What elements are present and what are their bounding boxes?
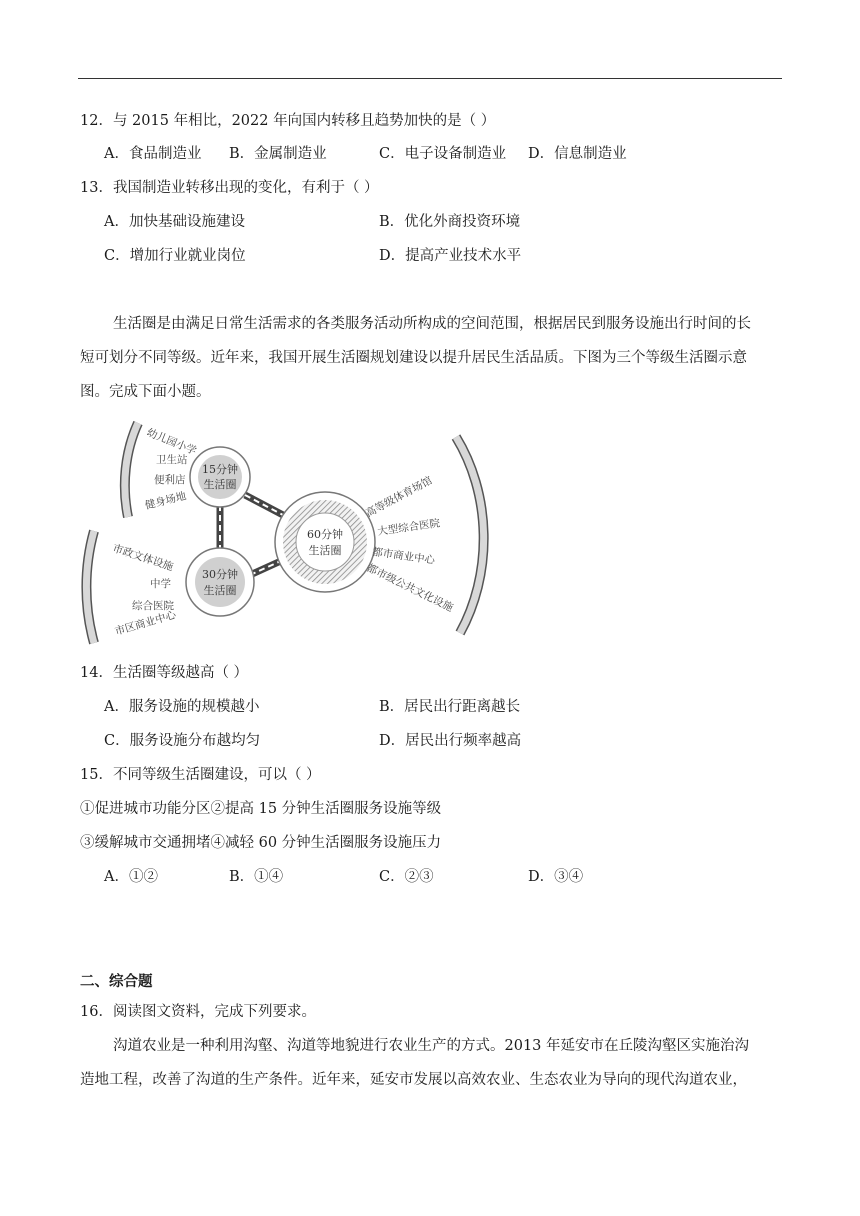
q12-option-a[interactable]: A．食品制造业: [104, 146, 202, 162]
q13-option-d[interactable]: D．提高产业技术水平: [379, 248, 522, 264]
q15-option-c[interactable]: C．②③: [379, 869, 434, 885]
q12-option-d[interactable]: D．信息制造业: [528, 146, 627, 162]
facility-15-3: 便利店: [154, 474, 186, 486]
q15-option-b[interactable]: B．①④: [229, 869, 284, 885]
q16-stem: 16．阅读图文资料，完成下列要求。: [80, 1004, 316, 1020]
q12-stem: 12．与 2015 年相比，2022 年向国内转移且趋势加快的是（ ）: [80, 113, 496, 129]
q15-option-d[interactable]: D．③④: [528, 869, 584, 885]
circle-60-label-2: 生活圈: [308, 544, 342, 557]
q14-option-b[interactable]: B．居民出行距离越长: [379, 699, 521, 715]
q16-line-2: 造地工程，改善了沟道的生产条件。近年来，延安市发展以高效农业、生态农业为导向的现代沟道农业，: [80, 1072, 747, 1088]
q13-stem: 13．我国制造业转移出现的变化，有利于（ ）: [80, 180, 379, 196]
q12-option-c[interactable]: C．电子设备制造业: [379, 146, 507, 162]
facility-60-1: 高等级体育场馆: [363, 474, 435, 520]
q12-option-b[interactable]: B．金属制造业: [229, 146, 327, 162]
facility-60-2: 大型综合医院: [376, 517, 441, 538]
passage1-line-2: 短可划分不同等级。近年来，我国开展生活圈规划建设以提升居民生活品质。下图为三个等级生活圈示意: [80, 350, 747, 366]
q15-option-a[interactable]: A．①②: [104, 869, 158, 885]
circle-60-label-1: 60分钟: [307, 528, 343, 541]
circle-15-label-1: 15分钟: [202, 463, 238, 476]
circle-30-label-1: 30分钟: [202, 568, 238, 581]
q14-option-a[interactable]: A．服务设施的规模越小: [104, 699, 260, 715]
facility-60-4: 都市级公共文化设施: [364, 561, 455, 615]
passage1-line-3: 图。完成下面小题。: [80, 384, 211, 400]
q13-option-a[interactable]: A．加快基础设施建设: [104, 214, 245, 230]
facility-60-3: 都市商业中心: [371, 546, 436, 567]
header-rule: [78, 78, 782, 79]
facility-15-1: 幼儿园小学: [144, 426, 199, 458]
q14-stem: 14．生活圈等级越高（ ）: [80, 665, 249, 681]
q14-option-c[interactable]: C．服务设施分布越均匀: [104, 733, 261, 749]
facility-30-1: 市政文体设施: [111, 542, 175, 574]
q15-statement-1: ①促进城市功能分区②提高 15 分钟生活圈服务设施等级: [80, 801, 442, 817]
circle-15-label-2: 生活圈: [203, 478, 237, 491]
section-title: 二、综合题: [80, 973, 153, 990]
life-circle-diagram: [70, 405, 510, 655]
facility-30-4: 市区商业中心: [113, 608, 178, 638]
q14-option-d[interactable]: D．居民出行频率越高: [379, 733, 522, 749]
facility-30-3: 综合医院: [132, 600, 174, 612]
q15-stem: 15．不同等级生活圈建设，可以（ ）: [80, 767, 321, 783]
passage1-line-1: 生活圈是由满足日常生活需求的各类服务活动所构成的空间范围，根据居民到服务设施出行时间的长: [113, 316, 751, 332]
q13-option-b[interactable]: B．优化外商投资环境: [379, 214, 521, 230]
q16-line-1: 沟道农业是一种利用沟壑、沟道等地貌进行农业生产的方式。2013 年延安市在丘陵沟壑区实施治沟: [113, 1038, 750, 1054]
facility-15-2: 卫生站: [156, 454, 188, 466]
q13-option-c[interactable]: C．增加行业就业岗位: [104, 248, 246, 264]
facility-30-2: 中学: [150, 578, 171, 590]
facility-15-4: 健身场地: [143, 490, 188, 512]
circle-30-label-2: 生活圈: [203, 584, 237, 597]
q15-statement-2: ③缓解城市交通拥堵④减轻 60 分钟生活圈服务设施压力: [80, 835, 442, 851]
